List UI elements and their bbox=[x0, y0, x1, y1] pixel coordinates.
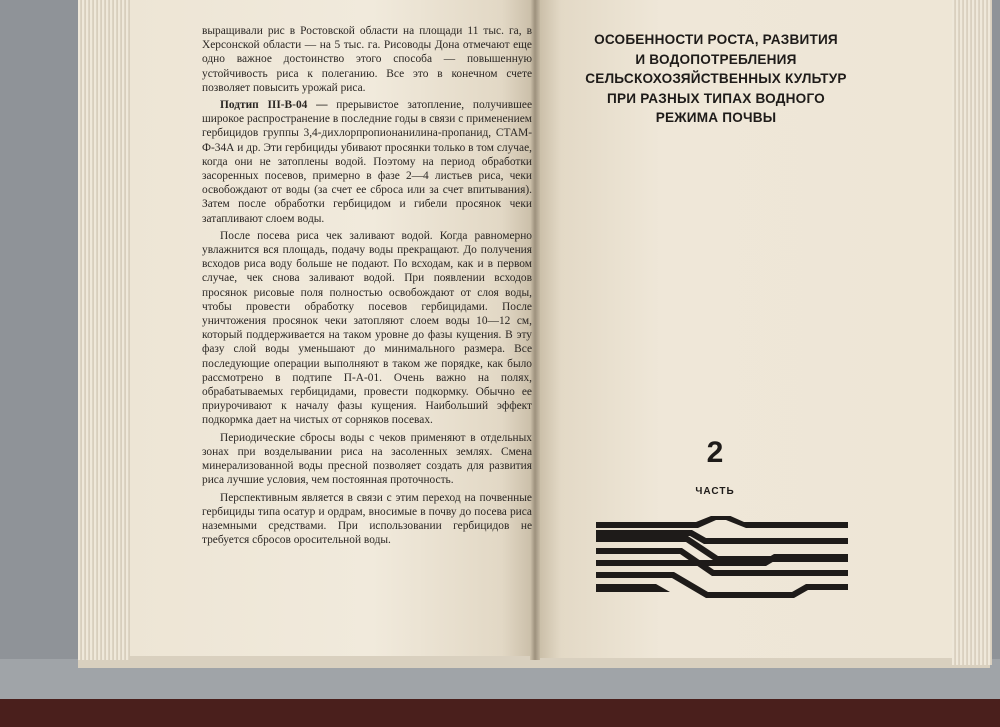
scanner-bottom-strip bbox=[0, 699, 1000, 727]
stepped-stripes-ornament-icon bbox=[596, 516, 848, 598]
paragraph: Подтип III-В-04 — прерывистое затопление, получившее широкое распространение в последние годы в связи с применением гербицидов группы 3,4-дихлорпропионанилина-пропанид, СТАМ-Ф-34А и др. Эти гербициды убивают просянки только в том случае, когда они не затоплены водой. Поэтому на период обработки засоренных посевов, примерно в фазе 2—4 листьев риса, чеки освобождают от воды (за счет ее сброса или за счет впитывания). Затем после обработки гербицидом и гибели просянок чеки затапливают слоем воды. bbox=[202, 99, 532, 225]
paragraph: Периодические сбросы воды с чеков применяют в отдельных зонах при возделывании риса на засоленных землях. Смена минерализованной воды пресной позволяет создать для развития риса лучшие условия, чем постоянная проточность. bbox=[202, 431, 532, 487]
left-page-stack bbox=[78, 0, 130, 660]
paragraph: Перспективным является в связи с этим переход на почвенные гербициды типа осатур и ордрам, вносимые в почву до посева риса наземными средствами. При использовании гербицидов не требуется сбросов оросительной воды. bbox=[202, 491, 532, 547]
title-line: ПРИ РАЗНЫХ ТИПАХ ВОДНОГО bbox=[607, 90, 825, 106]
title-line: РЕЖИМА ПОЧВЫ bbox=[655, 110, 777, 125]
title-line: И ВОДОПОТРЕБЛЕНИЯ bbox=[635, 51, 797, 67]
title-line: СЕЛЬСКОХОЗЯЙСТВЕННЫХ КУЛЬТУР bbox=[585, 71, 847, 86]
subtype-heading: Подтип III-В-04 — bbox=[220, 99, 328, 112]
paragraph: После посева риса чек заливают водой. Когда равномерно увлажнится вся площадь, подачу воды прекращают. До получения всходов риса воду больше не подают. По всходам, как и в первом случае, чек снова заливают водой. При появлении всходов просянок рисовые поля полностью освобождают от слоя воды, чтобы провести обработку посевов гербицидами. После уничтожения просянок чеки затопляют слоем воды 10—12 см, который поддерживается на таком уровне до фазы кущения. В эту фазу слой воды уменьшают до минимального размера. Все последующие операции выполняют в таком же порядке, как было рассмотрено в подтипе П-А-01. Очень важно на полях, обрабатываемых гербицидами, провести подкормку. Обычно ее приурочивают к началу фазы кущения. Наибольший эффект подкормка дает на чистых от сорняков посевах. bbox=[202, 229, 532, 427]
title-line: ОСОБЕННОСТИ РОСТА, РАЗВИТИЯ bbox=[594, 32, 838, 47]
part-label: ЧАСТЬ bbox=[695, 486, 735, 497]
paragraph: выращивали рис в Ростовской области на площади 11 тыс. га, в Херсонской области — на 5 тыс. га. Рисоводы Дона отмечают еще одно важное достоинство этого способа — повышенную устойчивость риса к полеганию. Все это в конечном счете позволяет повысить урожай риса. bbox=[202, 25, 532, 94]
left-page-text bbox=[202, 24, 532, 548]
right-page-stack bbox=[952, 0, 992, 665]
chapter-title bbox=[582, 30, 850, 128]
part-number: 2 bbox=[706, 436, 724, 469]
